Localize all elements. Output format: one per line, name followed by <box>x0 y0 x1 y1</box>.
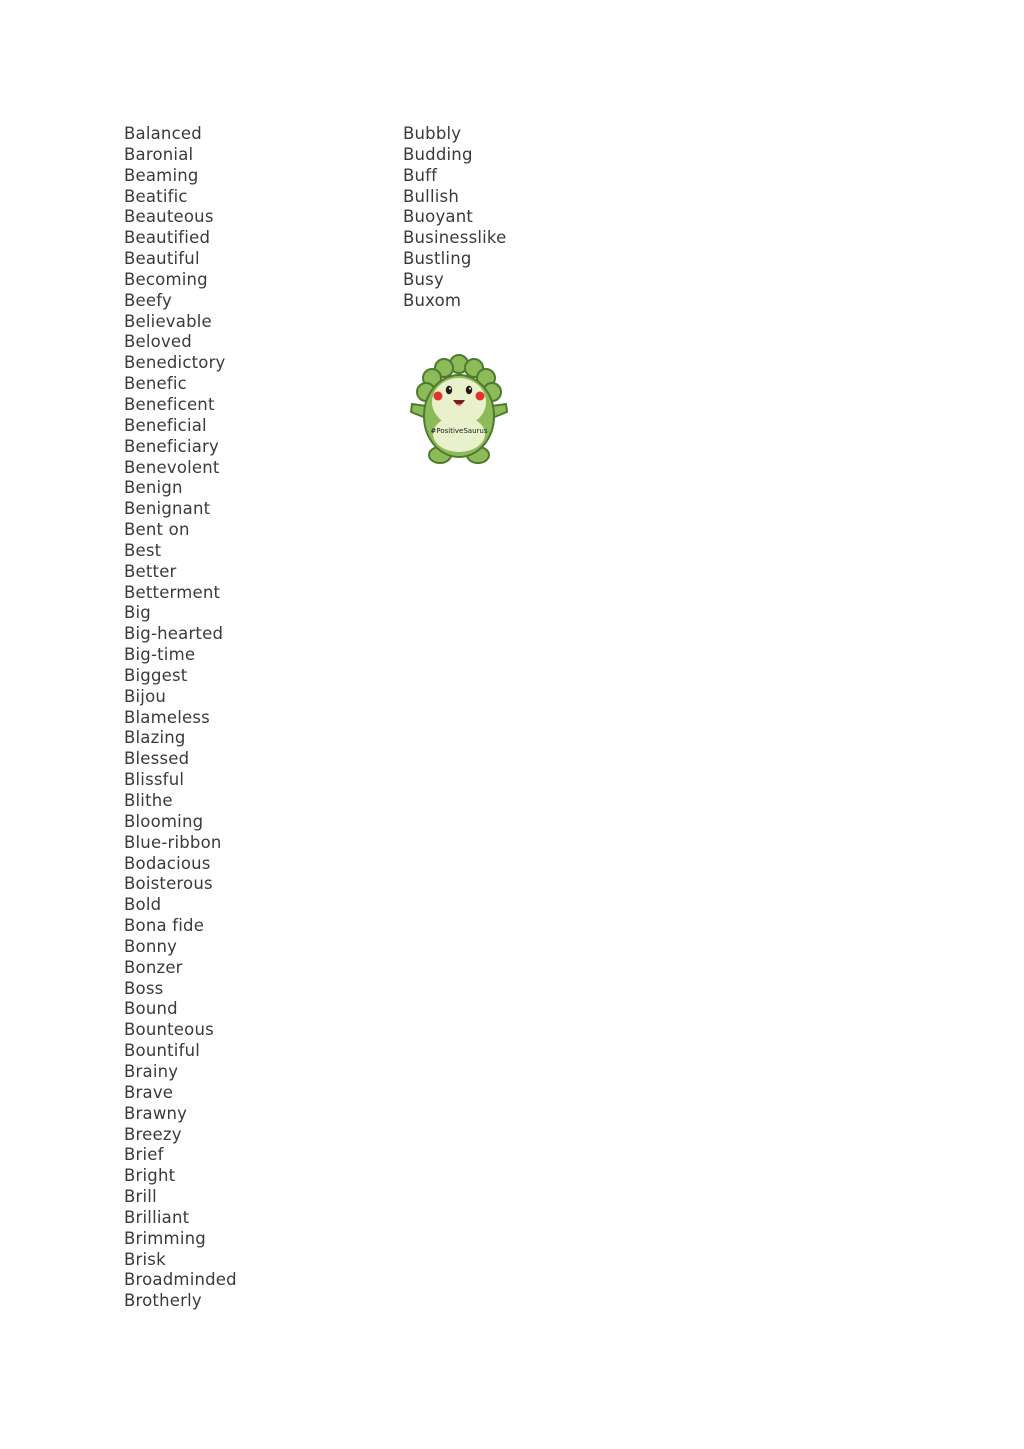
word-item: Boss <box>124 978 164 998</box>
word-item: Budding <box>403 144 473 164</box>
word-item: Businesslike <box>403 228 507 248</box>
word-item: Beauteous <box>124 207 214 227</box>
word-item: Blooming <box>124 811 204 831</box>
word-item: Better <box>124 561 177 581</box>
word-item: Brawny <box>124 1103 188 1123</box>
word-item: Benign <box>124 478 183 498</box>
word-item: Best <box>124 540 162 560</box>
word-item: Beautified <box>124 228 211 248</box>
word-item: Bent on <box>124 520 190 540</box>
word-item: Blissful <box>124 770 185 790</box>
word-item: Blameless <box>124 707 210 727</box>
word-item: Big-hearted <box>124 624 224 644</box>
word-item: Benedictory <box>124 353 226 373</box>
word-item: Brave <box>124 1082 174 1102</box>
word-item: Balanced <box>124 124 202 143</box>
word-item: Becoming <box>124 269 208 289</box>
word-item: Beefy <box>124 290 172 310</box>
word-item: Bullish <box>403 186 459 206</box>
word-item: Blessed <box>124 749 190 769</box>
word-item: Biggest <box>124 665 188 685</box>
word-item: Beneficent <box>124 394 215 414</box>
word-item: Beneficiary <box>124 436 219 456</box>
word-item: Beneficial <box>124 415 207 435</box>
word-item: Big-time <box>124 645 196 665</box>
word-item: Big <box>124 603 151 623</box>
word-item: Blazing <box>124 728 186 748</box>
word-item: Buff <box>403 165 438 185</box>
word-item: Brilliant <box>124 1207 190 1227</box>
word-item: Beatific <box>124 186 188 206</box>
word-item: Bonzer <box>124 957 183 977</box>
word-item: Brotherly <box>124 1291 202 1311</box>
word-item: Bonny <box>124 936 178 956</box>
word-item: Bounteous <box>124 1020 214 1040</box>
word-item: Brisk <box>124 1249 166 1269</box>
word-item: Brainy <box>124 1061 179 1081</box>
word-item: Believable <box>124 311 212 331</box>
word-item: Brimming <box>124 1228 206 1248</box>
word-item: Broadminded <box>124 1270 237 1290</box>
word-item: Bodacious <box>124 853 211 873</box>
word-item: Buoyant <box>403 207 474 227</box>
word-item: Bubbly <box>403 124 462 143</box>
word-item: Beloved <box>124 332 192 352</box>
word-item: Breezy <box>124 1124 182 1144</box>
word-item: Bountiful <box>124 1041 201 1061</box>
word-item: Baronial <box>124 144 194 164</box>
word-item: Bijou <box>124 686 167 706</box>
word-item: Buxom <box>403 290 462 310</box>
word-item: Brief <box>124 1145 164 1165</box>
word-item: Benefic <box>124 374 187 394</box>
word-item: Betterment <box>124 582 221 602</box>
word-item: Bound <box>124 999 178 1019</box>
word-item: Brill <box>124 1187 157 1207</box>
word-item: Beautiful <box>124 249 200 269</box>
positivesaurus-mascot-image <box>408 354 510 466</box>
word-item: Benignant <box>124 499 211 519</box>
word-item: Benevolent <box>124 457 220 477</box>
mascot-caption: #PositiveSaurus <box>430 427 488 435</box>
word-item: Bona fide <box>124 916 205 936</box>
word-item: Blue-ribbon <box>124 832 222 852</box>
word-item: Bright <box>124 1166 176 1186</box>
word-item: Boisterous <box>124 874 213 894</box>
word-item: Blithe <box>124 791 173 810</box>
word-list-right <box>403 124 506 312</box>
word-item: Beaming <box>124 165 199 185</box>
word-item: Bold <box>124 895 162 915</box>
word-item: Busy <box>403 269 444 289</box>
word-item: Bustling <box>403 249 472 269</box>
word-list-left <box>124 124 237 1312</box>
